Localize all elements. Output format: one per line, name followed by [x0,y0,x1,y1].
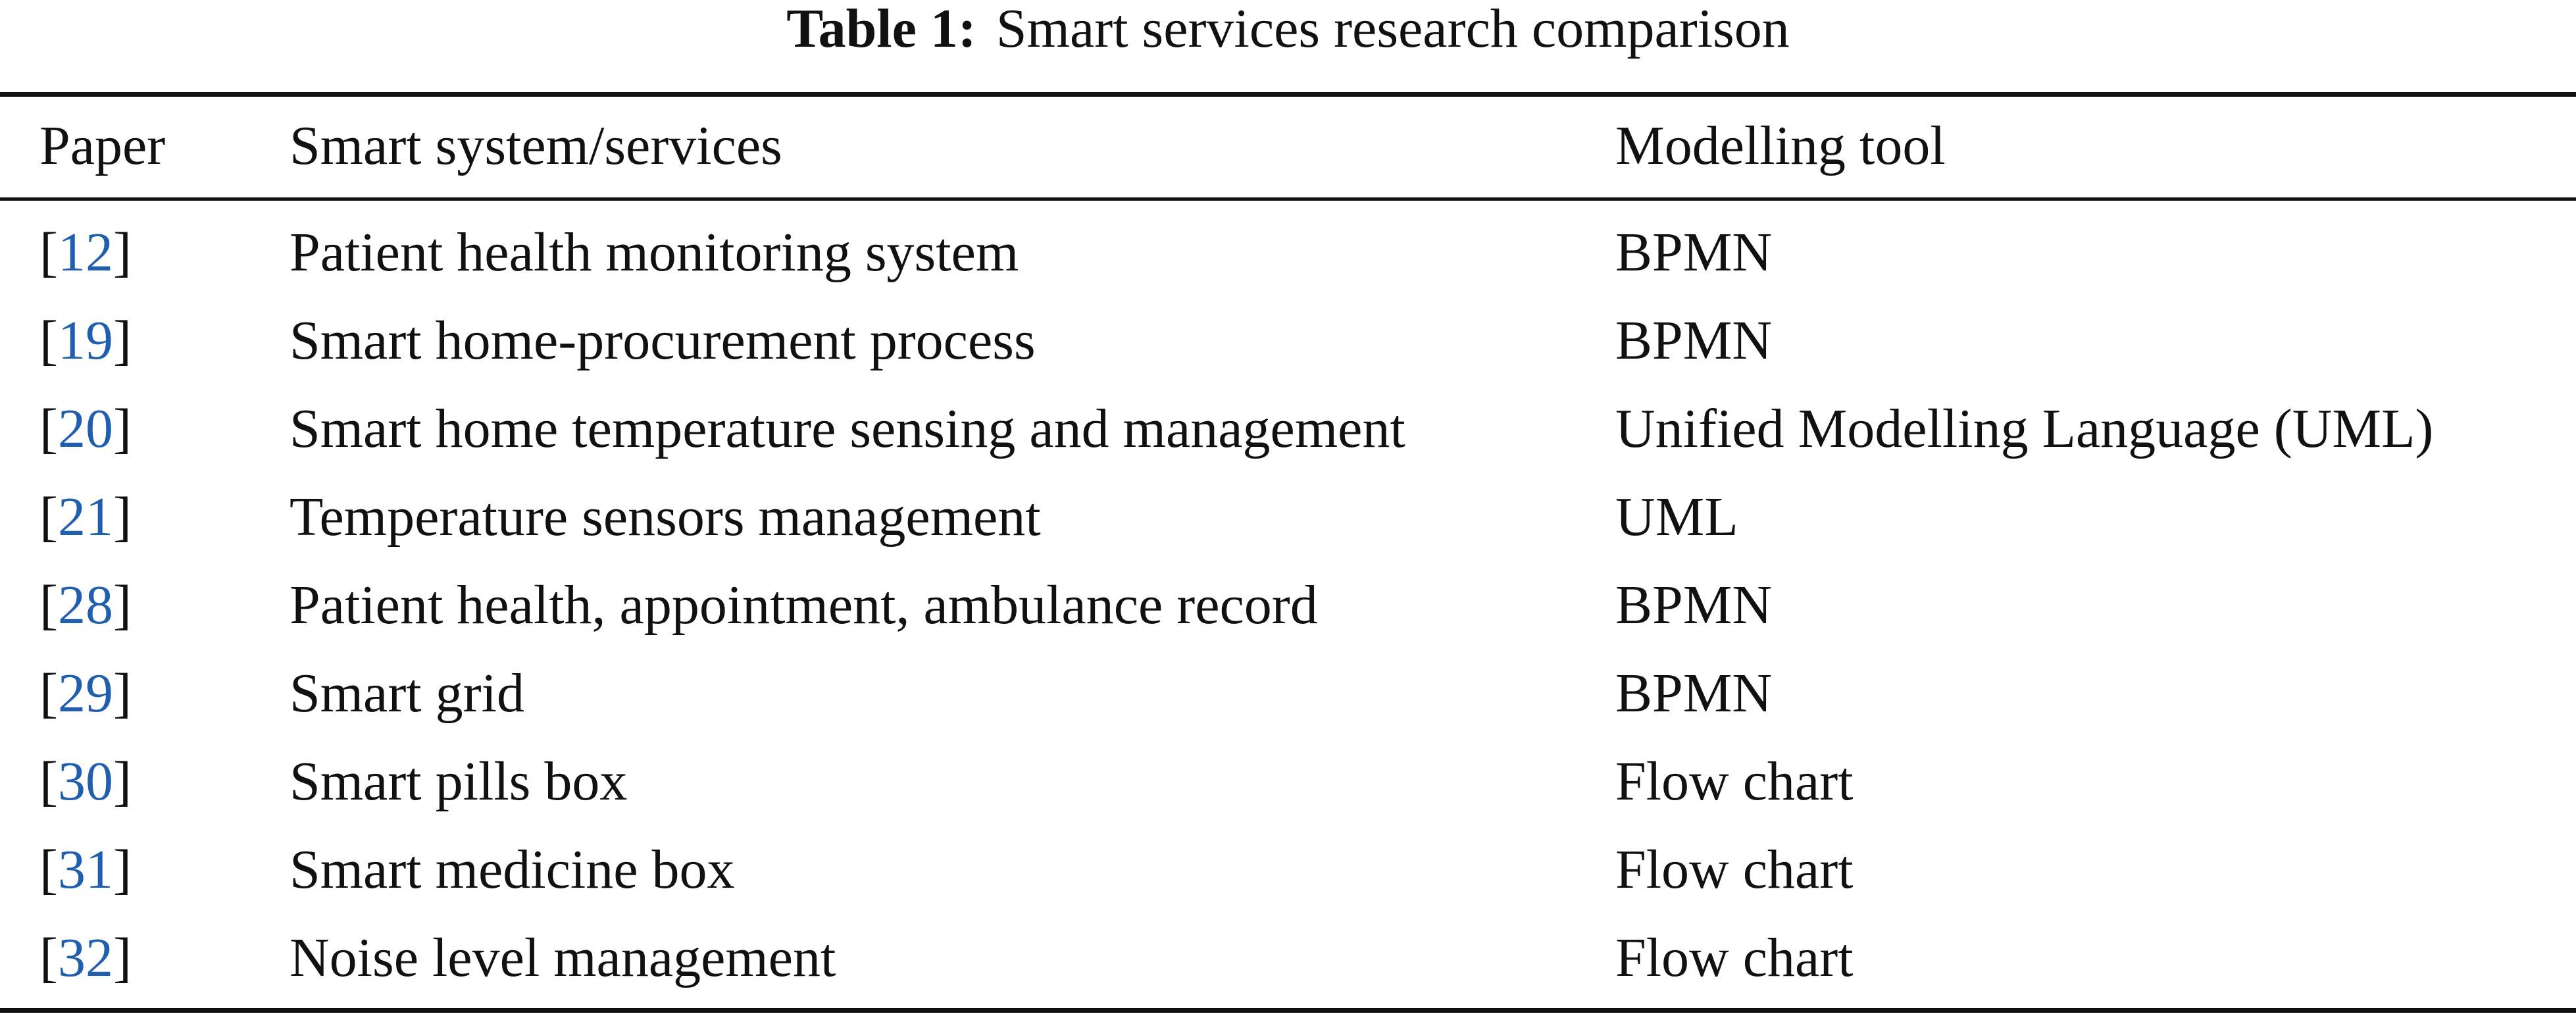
cell-paper-ref [39,308,132,374]
ref-close-bracket: ] [113,927,132,988]
cell-modelling-tool: Flow chart [1615,927,1854,988]
header-smart-system: Smart system/services [290,115,782,176]
cell-smart-system: Smart home-procurement process [290,310,1036,371]
ref-open-bracket: [ [39,222,58,283]
cell-paper-ref [39,573,132,638]
table-header-rule [0,197,2576,201]
ref-close-bracket: ] [113,222,132,283]
cell-smart-system: Smart pills box [290,751,628,812]
citation-link[interactable]: 28 [57,574,113,636]
cell-smart-system: Patient health monitoring system [290,222,1019,283]
cell-smart-system: Smart medicine box [290,839,735,900]
cell-paper-ref [39,396,132,462]
ref-close-bracket: ] [113,574,132,636]
ref-close-bracket: ] [113,839,132,900]
citation-link[interactable]: 32 [57,927,113,988]
ref-close-bracket: ] [113,663,132,724]
cell-paper-ref [39,749,132,815]
cell-modelling-tool: BPMN [1615,222,1773,283]
citation-link[interactable]: 30 [57,751,113,812]
ref-open-bracket: [ [39,398,58,459]
table-top-rule [0,92,2576,97]
cell-paper-ref [39,661,132,727]
table-bottom-rule [0,1008,2576,1013]
cell-smart-system: Temperature sensors management [290,486,1041,548]
table-caption [0,0,2576,59]
ref-open-bracket: [ [39,927,58,988]
ref-close-bracket: ] [113,310,132,371]
ref-open-bracket: [ [39,574,58,636]
cell-smart-system: Smart grid [290,663,524,724]
cell-modelling-tool: BPMN [1615,574,1773,636]
ref-open-bracket: [ [39,839,58,900]
cell-modelling-tool: BPMN [1615,310,1773,371]
cell-modelling-tool: Flow chart [1615,839,1854,900]
table-caption-text: Smart services research comparison [996,0,1790,59]
cell-paper-ref [39,220,132,286]
ref-open-bracket: [ [39,751,58,812]
ref-open-bracket: [ [39,663,58,724]
cell-paper-ref [39,925,132,991]
ref-close-bracket: ] [113,751,132,812]
header-modelling-tool: Modelling tool [1615,115,1946,176]
cell-smart-system: Smart home temperature sensing and management [290,398,1405,459]
citation-link[interactable]: 20 [57,398,113,459]
ref-close-bracket: ] [113,486,132,548]
header-paper: Paper [39,115,166,176]
citation-link[interactable]: 21 [57,486,113,548]
cell-modelling-tool: Flow chart [1615,751,1854,812]
cell-modelling-tool: UML [1615,486,1738,548]
citation-link[interactable]: 19 [57,310,113,371]
ref-close-bracket: ] [113,398,132,459]
cell-paper-ref [39,837,132,903]
cell-modelling-tool: Unified Modelling Language (UML) [1615,398,2434,459]
cell-smart-system: Patient health, appointment, ambulance record [290,574,1318,636]
citation-link[interactable]: 12 [57,222,113,283]
table-caption-label: Table 1: [786,0,976,59]
cell-smart-system: Noise level management [290,927,836,988]
cell-modelling-tool: BPMN [1615,663,1773,724]
citation-link[interactable]: 29 [57,663,113,724]
ref-open-bracket: [ [39,310,58,371]
ref-open-bracket: [ [39,486,58,548]
cell-paper-ref [39,484,132,550]
citation-link[interactable]: 31 [57,839,113,900]
